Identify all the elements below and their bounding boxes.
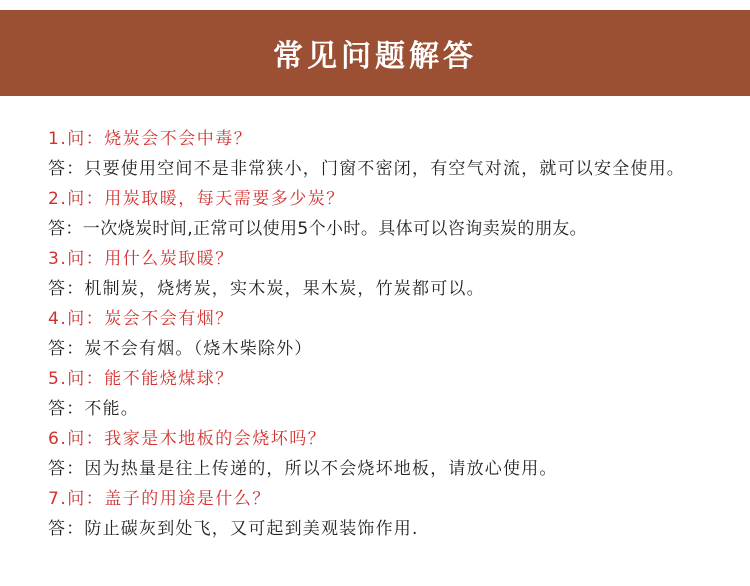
- faq-answer: 答：炭不会有烟。（烧木柴除外）: [48, 339, 313, 359]
- faq-item: [48, 424, 728, 484]
- faq-answer: 答：机制炭，烧烤炭，实木炭，果木炭，竹炭都可以。: [48, 279, 485, 299]
- title-banner: [0, 10, 750, 96]
- faq-question: 3.问：用什么炭取暖？: [48, 249, 234, 269]
- faq-item: [48, 184, 728, 244]
- faq-list: [48, 124, 728, 544]
- faq-question: 6.问：我家是木地板的会烧坏吗？: [48, 429, 327, 449]
- faq-item: [48, 484, 728, 544]
- faq-item: [48, 124, 728, 184]
- faq-item: [48, 364, 728, 424]
- faq-item: [48, 244, 728, 304]
- faq-question: 2.问：用炭取暖，每天需要多少炭？: [48, 189, 345, 209]
- faq-question: 7.问：盖子的用途是什么？: [48, 489, 271, 509]
- faq-answer: 答：不能。: [48, 399, 139, 419]
- faq-question: 5.问：能不能烧煤球？: [48, 369, 234, 389]
- faq-answer: 答：防止碳灰到处飞，又可起到美观装饰作用.: [48, 519, 419, 539]
- faq-answer: 答：一次烧炭时间,正常可以使用5个小时。具体可以咨询卖炭的朋友。: [48, 219, 588, 239]
- faq-question: 1.问：烧炭会不会中毒？: [48, 129, 253, 149]
- faq-answer: 答：只要使用空间不是非常狭小，门窗不密闭，有空气对流，就可以安全使用。: [48, 159, 685, 179]
- faq-item: [48, 304, 728, 364]
- faq-answer: 答：因为热量是往上传递的，所以不会烧坏地板，请放心使用。: [48, 459, 558, 479]
- page-title: 常见问题解答: [273, 39, 477, 74]
- faq-question: 4.问：炭会不会有烟？: [48, 309, 234, 329]
